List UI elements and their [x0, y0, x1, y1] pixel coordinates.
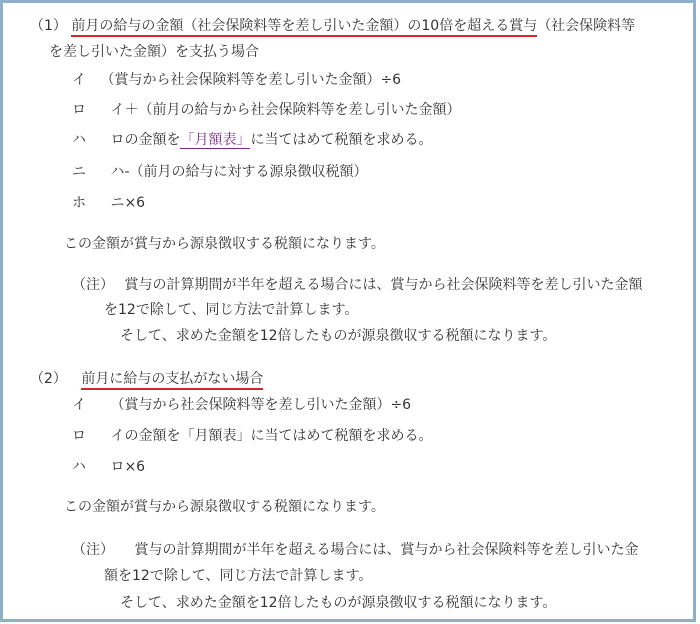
section1-step-ho — [72, 194, 145, 212]
section1-heading-rest: （社会保険料等 — [537, 18, 636, 34]
section1-step-i — [72, 71, 401, 89]
section2-number: （2） — [30, 371, 67, 387]
section1-note-line2: を12で除して、同じ方法で計算します。 — [104, 302, 359, 318]
section1-result: この金額が賞与から源泉徴収する税額になります。 — [64, 236, 385, 252]
monthly-table-link[interactable]: 「月額表」 — [180, 132, 251, 148]
section1-heading — [30, 17, 635, 35]
section2-result: この金額が賞与から源泉徴収する税額になります。 — [64, 499, 385, 515]
note-label: （注） — [72, 542, 114, 558]
step-label: ハ — [72, 132, 86, 148]
step-text: ロの金額を — [110, 132, 181, 148]
section1-number: （1） — [30, 18, 67, 34]
step-label: ハ — [72, 459, 86, 475]
step-label: ニ — [72, 164, 86, 180]
section2-note-line3: そして、求めた金額を12倍したものが源泉徴収する税額になります。 — [120, 595, 557, 611]
step-label: イ — [72, 72, 86, 88]
section1-note-line3: そして、求めた金額を12倍したものが源泉徴収する税額になります。 — [120, 328, 557, 344]
section1-heading-underlined: 前月の給与の金額（社会保険料等を差し引いた金額）の10倍を超える賞与 — [71, 18, 537, 37]
step-text: ハ-（前月の給与に対する源泉徴収税額） — [110, 164, 368, 180]
section2-heading-underlined: 前月に給与の支払がない場合 — [81, 371, 263, 390]
step-text: ロ×6 — [110, 459, 146, 475]
section1-step-ni — [72, 163, 368, 181]
section2-note — [72, 541, 638, 559]
section2-note-line2: 額を12で除して、同じ方法で計算します。 — [104, 568, 373, 584]
step-text: （賞与から社会保険料等を差し引いた金額）÷6 — [100, 72, 402, 88]
step-label: ロ — [72, 428, 86, 444]
section2-step-ha — [72, 458, 145, 476]
section1-note — [72, 276, 642, 294]
section1-step-ha — [72, 131, 432, 149]
section1-heading-line2: を差し引いた金額）を支払う場合 — [49, 44, 259, 60]
step-label: イ — [72, 397, 86, 413]
step-text: イ＋（前月の給与から社会保険料等を差し引いた金額） — [110, 102, 461, 118]
note-line1: 賞与の計算期間が半年を超える場合には、賞与から社会保険料等を差し引いた金額 — [124, 277, 643, 293]
step-text: イの金額を「月額表」に当てはめて税額を求める。 — [110, 428, 433, 444]
section2-step-ro — [72, 427, 432, 445]
step-label: ロ — [72, 102, 86, 118]
note-label: （注） — [72, 277, 114, 293]
section2-step-i — [72, 396, 411, 414]
step-text: （賞与から社会保険料等を差し引いた金額）÷6 — [110, 397, 412, 413]
step-text: に当てはめて税額を求める。 — [250, 132, 433, 148]
section2-heading — [30, 370, 263, 388]
step-label: ホ — [72, 195, 86, 211]
note-line1: 賞与の計算期間が半年を超える場合には、賞与から社会保険料等を差し引いた金 — [134, 542, 639, 558]
section1-step-ro — [72, 101, 460, 119]
step-text: ニ×6 — [110, 195, 146, 211]
